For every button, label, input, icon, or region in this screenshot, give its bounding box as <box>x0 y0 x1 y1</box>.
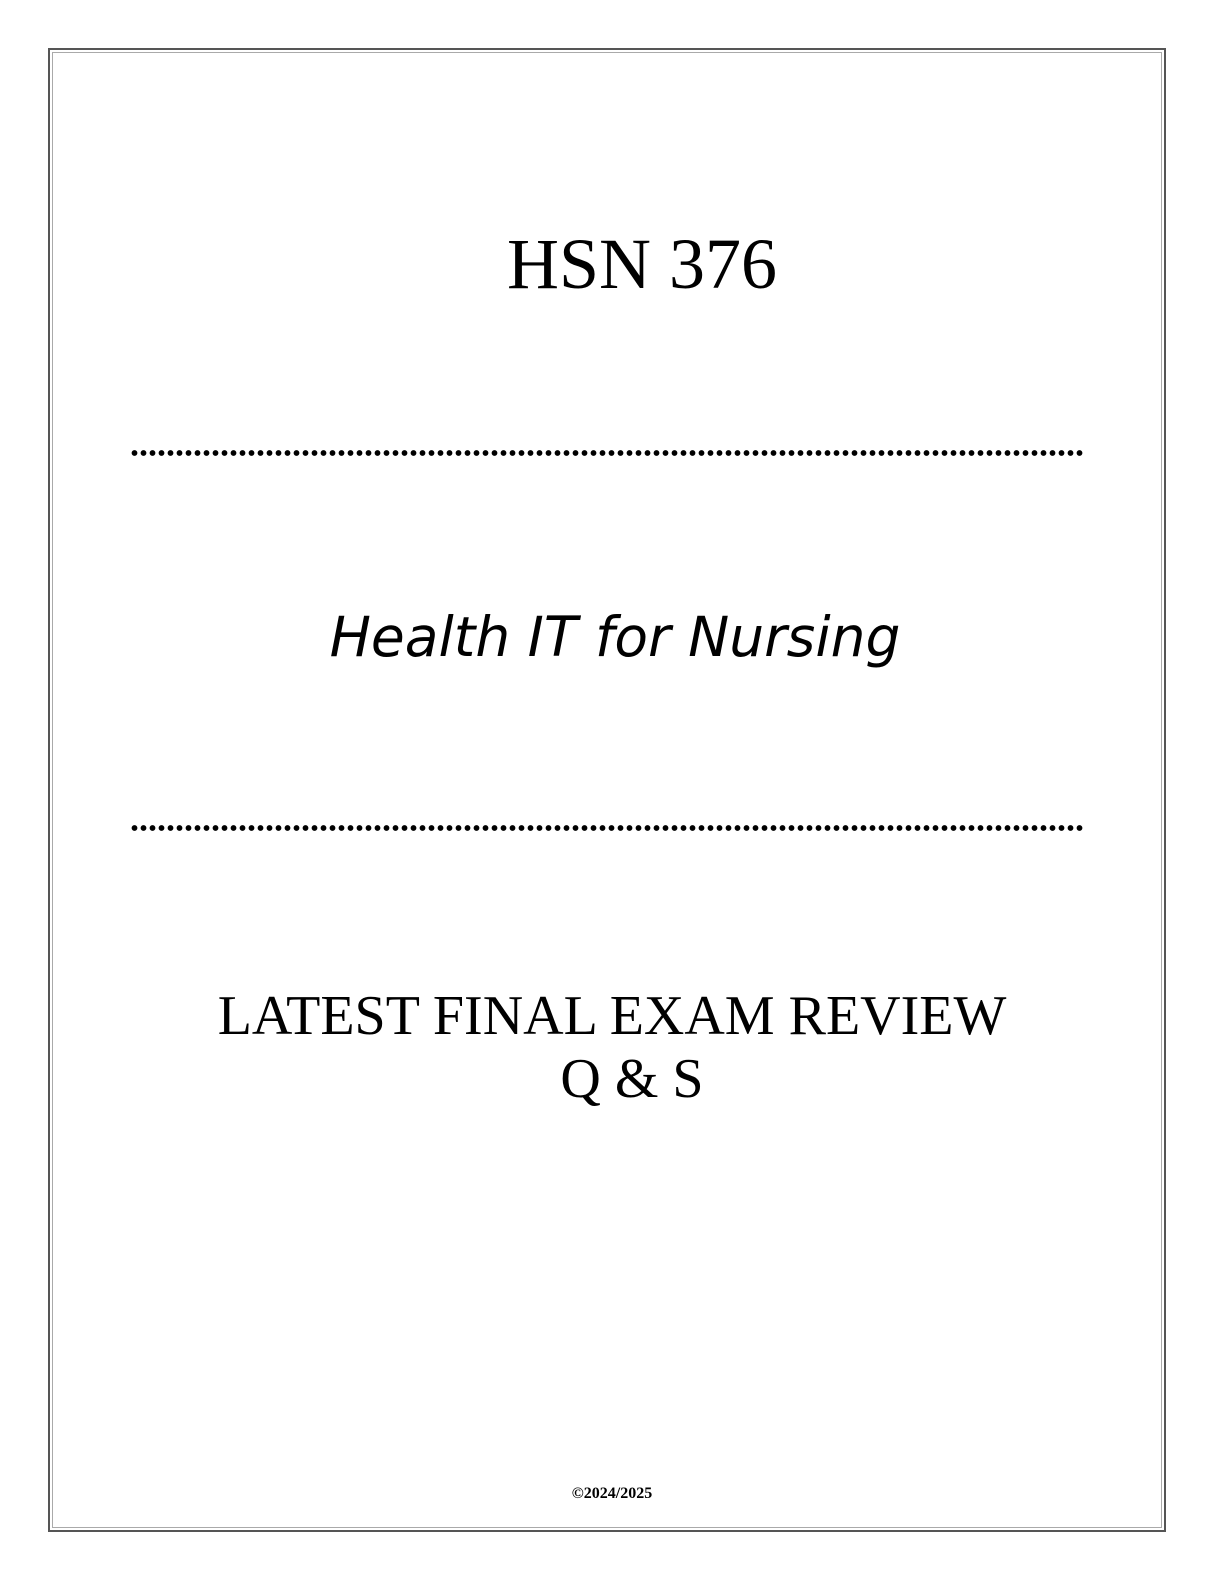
dotted-divider-bottom <box>130 823 1084 833</box>
exam-heading-line-1: LATEST FINAL EXAM REVIEW <box>217 985 1007 1047</box>
subject-title: Health IT for Nursing <box>329 605 901 669</box>
course-code-title: HSN 376 <box>506 224 778 304</box>
exam-heading-line-2: Q & S <box>560 1048 704 1111</box>
exam-heading <box>0 985 1224 1112</box>
dotted-divider-top <box>130 448 1084 458</box>
copyright-notice: ©2024/2025 <box>571 1485 653 1502</box>
